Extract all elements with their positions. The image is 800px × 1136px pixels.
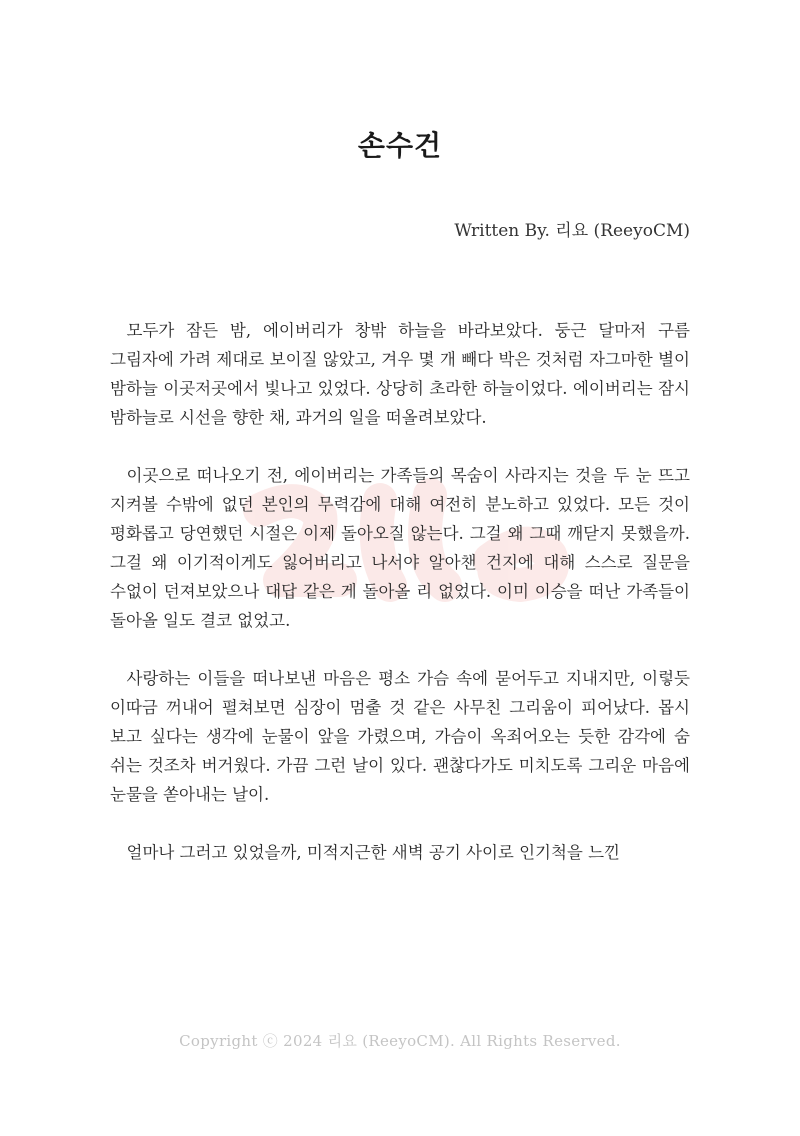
copyright-footer: Copyright ⓒ 2024 리요 (ReeyoCM). All Rights Reserved. bbox=[179, 1032, 621, 1050]
story-paragraph: 사랑하는 이들을 떠나보낸 마음은 평소 가슴 속에 묻어두고 지내지만, 이렇듯 이따금 꺼내어 펼쳐보면 심장이 멈출 것 같은 사무친 그리움이 피어났다. 몹시 보고 싶다는 생각에 눈물이 앞을 가렸으며, 가슴이 옥죄어오는 듯한 감각에 숨 쉬는 것조차 버거웠다. 가끔 그런 날이 있다. 괜찮다가도 미치도록 그리운 마음에 눈물을 쏟아내는 날이. bbox=[110, 669, 690, 804]
author-byline: Written By. 리요 (ReeyoCM) bbox=[454, 221, 690, 241]
story-paragraph: 이곳으로 떠나오기 전, 에이버리는 가족들의 목숨이 사라지는 것을 두 눈 뜨고 지켜볼 수밖에 없던 본인의 무력감에 대해 여전히 분노하고 있었다. 모든 것이 평화롭고 당연했던 시절은 이제 돌아오질 않는다. 그걸 왜 그때 깨닫지 못했을까. 그걸 왜 이기적이게도 잃어버리고 나서야 알아챈 건지에 대해 스스로 질문을 수없이 던져보았으나 대답 같은 게 돌아올 리 없었다. 이미 이승을 떠난 가족들이 돌아올 일도 결코 없었고. bbox=[110, 466, 690, 630]
document-title: 손수건 bbox=[357, 129, 443, 162]
story-paragraph: 모두가 잠든 밤, 에이버리가 창밖 하늘을 바라보았다. 둥근 달마저 구름 그림자에 가려 제대로 보이질 않았고, 겨우 몇 개 빼다 박은 것처럼 자그마한 별이 밤하늘 이곳저곳에서 빛나고 있었다. 상당히 초라한 하늘이었다. 에이버리는 잠시 밤하늘로 시선을 향한 채, 과거의 일을 떠올려보았다. bbox=[110, 321, 690, 427]
story-body bbox=[110, 316, 690, 896]
story-paragraph: 얼마나 그러고 있었을까, 미적지근한 새벽 공기 사이로 인기척을 느낀 bbox=[126, 843, 620, 862]
